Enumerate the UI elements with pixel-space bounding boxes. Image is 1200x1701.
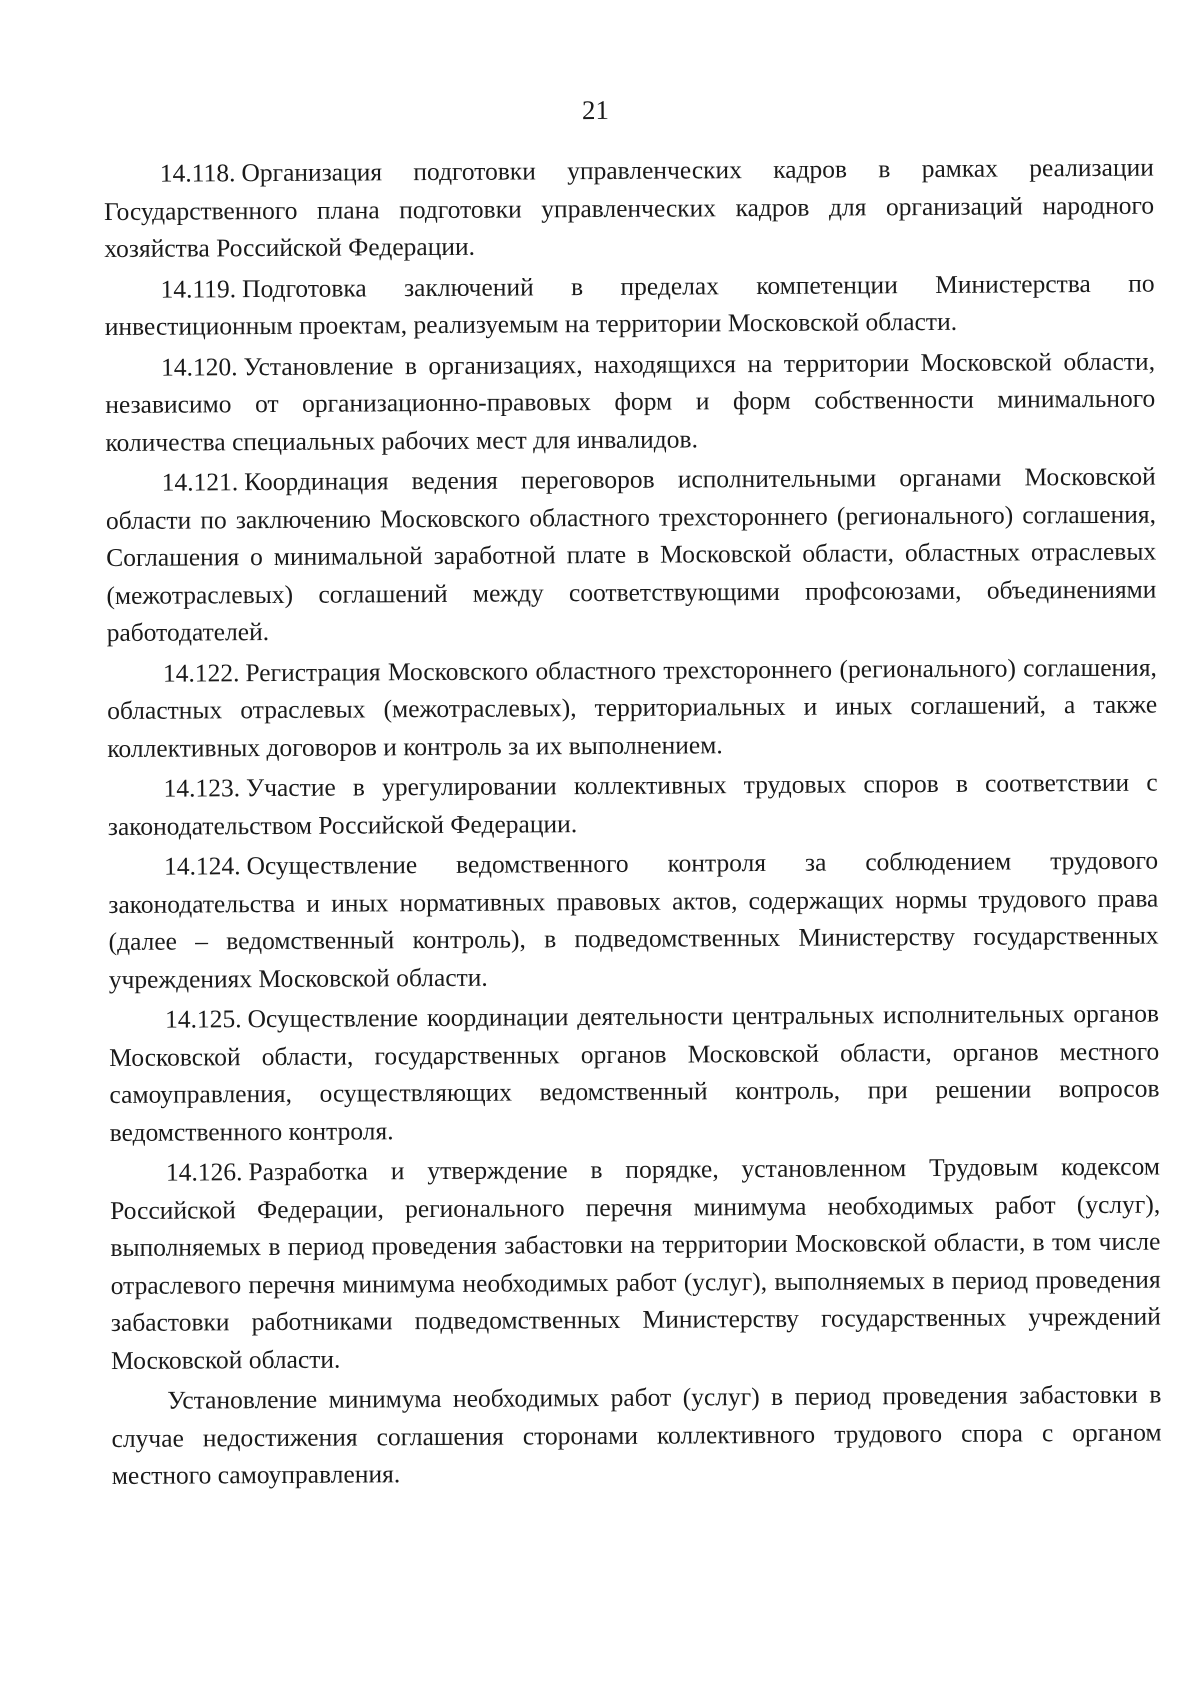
paragraph-text: Разработка и утверждение в порядке, установленном Трудовым кодексом Российской Федерации, регионального перечня минимума необходимых работ (услуг), выполняемых в период проведения забастовки на территории Московской области, в том числе отраслевого перечня минимума необходимых работ (услуг), выполняемых в период проведения забастовки работниками подведомственных Министерству государственных учреждений Московской области. <box>110 1151 1161 1375</box>
paragraph-14-121 <box>106 458 1157 652</box>
paragraph-number: 14.120. <box>160 351 238 382</box>
paragraph-text: Установление минимума необходимых работ (услуг) в период проведения забастовки в случае недостижения соглашения сторонами коллективного трудового спора с органом местного самоуправления. <box>111 1379 1162 1490</box>
paragraph-number: 14.123. <box>163 773 241 803</box>
paragraph-14-123 <box>108 764 1158 845</box>
paragraph-text: Осуществление координации деятельности центральных исполнительных органов Московской области, государственных органов Московской области, органов местного самоуправления, осуществляющих ведомственный контроль, при решении вопросов ведомственного контроля. <box>109 998 1160 1147</box>
paragraph-14-122 <box>107 648 1158 767</box>
paragraph-continuation <box>111 1376 1162 1495</box>
paragraph-text: Участие в урегулировании коллективных трудовых споров в соответствии с законодательством Российской Федерации. <box>107 767 1158 841</box>
page-number: 21 <box>581 94 610 126</box>
paragraph-14-126 <box>110 1148 1161 1379</box>
paragraph-number: 14.122. <box>162 657 240 688</box>
paragraph-number: 14.126. <box>165 1157 243 1187</box>
paragraph-14-125 <box>109 995 1160 1151</box>
paragraph-text: Координация ведения переговоров исполнительными органами Московской области по заключению Московского областного трехстороннего (регионального) соглашения, Соглашения о минимальной заработной плате в Московской области, областных отраслевых (межотраслевых) соглашений между соответствующими профсоюзами, объединениями работодателей. <box>105 461 1157 648</box>
document-body <box>104 149 1162 1498</box>
paragraph-number: 14.119. <box>160 273 237 304</box>
paragraph-text: Подготовка заключений в пределах компетенции Министерства по инвестиционным проектам, реализуемым на территории Московской области. <box>104 268 1155 342</box>
paragraph-text: Регистрация Московского областного трехстороннего (регионального) соглашения, областных отраслевых (межотраслевых), территориальных и иных соглашений, а также коллективных договоров и контроль за их выполнением. <box>107 652 1158 763</box>
paragraph-14-120 <box>105 342 1156 461</box>
paragraph-14-119 <box>104 264 1154 345</box>
paragraph-text: Установление в организациях, находящихся на территории Московской области, независимо от организационно-правовых форм и форм собственности минимального количества специальных рабочих мест для инвалидов. <box>105 346 1156 457</box>
paragraph-number: 14.125. <box>164 1004 242 1034</box>
paragraph-14-124 <box>108 842 1159 998</box>
paragraph-14-118 <box>104 149 1155 268</box>
paragraph-number: 14.118. <box>159 158 236 188</box>
paragraph-text: Осуществление ведомственного контроля за соблюдением трудового законодательства и иных нормативных правовых актов, содержащих нормы трудового права (далее – ведомственный контроль), в подведомственных Министерству государственных учреждениях Московской области. <box>108 845 1159 994</box>
paragraph-number: 14.124. <box>164 851 241 881</box>
paragraph-text: Организация подготовки управленческих кадров в рамках реализации Государственного плана подготовки управленческих кадров для организаций народного хозяйства Российской Федерации. <box>103 152 1155 264</box>
paragraph-number: 14.121. <box>161 467 239 497</box>
